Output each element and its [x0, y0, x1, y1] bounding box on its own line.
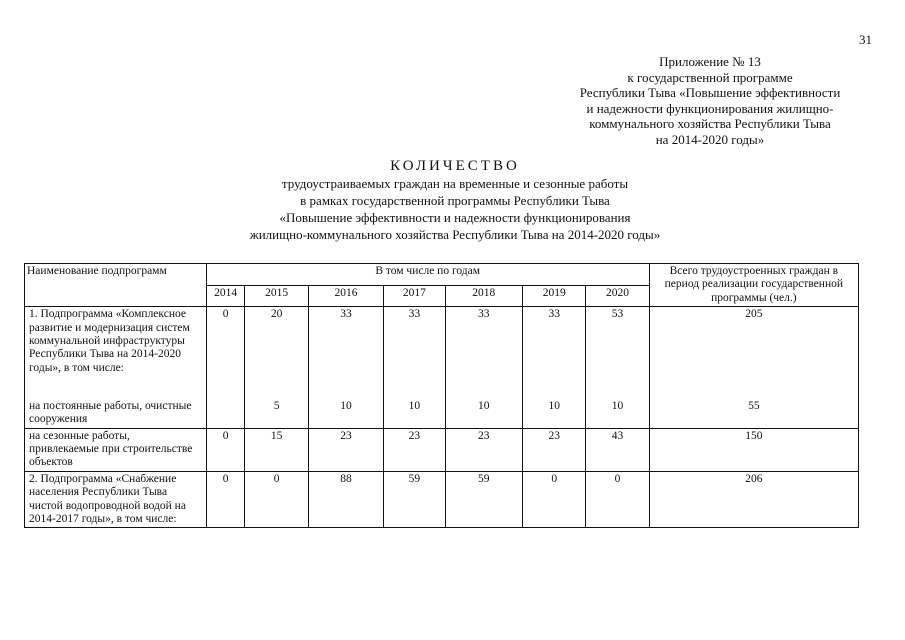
- cell-value: 10: [384, 399, 445, 428]
- table-row: [25, 307, 859, 399]
- cell-value: 10: [308, 399, 384, 428]
- column-header-total: Всего трудоустроенных граждан в период реализации государственной программы (чел.): [649, 264, 858, 307]
- cell-value: 10: [523, 399, 586, 428]
- column-header-year: 2019: [523, 285, 586, 307]
- employment-table: [24, 263, 859, 528]
- cell-value: 33: [308, 307, 384, 399]
- cell-value: 23: [445, 428, 523, 471]
- cell-value: 0: [206, 428, 245, 471]
- appendix-line: к государственной программе: [627, 69, 793, 85]
- row-name: 1. Подпрограмма «Комплексное развитие и модернизация систем коммунальной инфраструктуры Республики Тыва на 2014-2020 годы», в том числе:: [25, 307, 207, 399]
- cell-value: 5: [245, 399, 308, 428]
- cell-value: 10: [586, 399, 649, 428]
- cell-value: 15: [245, 428, 308, 471]
- column-header-year: 2014: [206, 285, 245, 307]
- row-name: на постоянные работы, очистные сооружения: [25, 399, 207, 428]
- appendix-line: Республики Тыва «Повышение эффективности: [579, 85, 841, 101]
- cell-value: 43: [586, 428, 649, 471]
- table-row: [25, 428, 859, 471]
- cell-value: 0: [586, 471, 649, 528]
- appendix-caption: [545, 54, 875, 148]
- cell-value: 20: [245, 307, 308, 399]
- cell-value: 33: [523, 307, 586, 399]
- cell-value: 53: [586, 307, 649, 399]
- page-number: 31: [859, 32, 872, 47]
- column-header-year: 2017: [384, 285, 445, 307]
- heading-line: трудоустраиваемых граждан на временные и сезонные работы: [281, 176, 629, 191]
- column-header-year: 2016: [308, 285, 384, 307]
- table-row: [25, 399, 859, 428]
- document-heading: [150, 158, 760, 243]
- cell-value: 23: [384, 428, 445, 471]
- cell-value: [206, 399, 245, 428]
- appendix-line: и надежности функционирования жилищно-: [586, 100, 834, 116]
- column-header-year: 2018: [445, 285, 523, 307]
- heading-line: жилищно-коммунального хозяйства Республики Тыва на 2014-2020 годы»: [249, 227, 661, 242]
- cell-value: 23: [308, 428, 384, 471]
- row-name: 2. Подпрограмма «Снабжение населения Республики Тыва чистой водопроводной водой на 2014-2017 годы», в том числе:: [25, 471, 207, 528]
- column-header-year: 2020: [586, 285, 649, 307]
- cell-value: 33: [384, 307, 445, 399]
- table-row: [25, 471, 859, 528]
- cell-value: 23: [523, 428, 586, 471]
- cell-total: 206: [649, 471, 858, 528]
- cell-total: 150: [649, 428, 858, 471]
- cell-value: 59: [384, 471, 445, 528]
- cell-value: 0: [245, 471, 308, 528]
- heading-line: «Повышение эффективности и надежности функционирования: [279, 210, 631, 225]
- appendix-line: коммунального хозяйства Республики Тыва: [589, 116, 831, 132]
- column-header-years-group: В том числе по годам: [206, 264, 649, 286]
- row-name: на сезонные работы, привлекаемые при строительстве объектов: [25, 428, 207, 471]
- appendix-line: на 2014-2020 годы»: [655, 131, 765, 147]
- cell-value: 0: [206, 471, 245, 528]
- cell-total: 55: [649, 399, 858, 428]
- cell-value: 0: [206, 307, 245, 399]
- cell-value: 59: [445, 471, 523, 528]
- appendix-line: Приложение № 13: [659, 54, 761, 69]
- cell-value: 0: [523, 471, 586, 528]
- cell-value: 10: [445, 399, 523, 428]
- document-title: КОЛИЧЕСТВО: [390, 158, 520, 174]
- cell-value: 33: [445, 307, 523, 399]
- cell-total: 205: [649, 307, 858, 399]
- cell-value: 88: [308, 471, 384, 528]
- column-header-name: Наименование подпрограмм: [25, 264, 207, 307]
- column-header-year: 2015: [245, 285, 308, 307]
- heading-line: в рамках государственной программы Республики Тыва: [300, 193, 610, 208]
